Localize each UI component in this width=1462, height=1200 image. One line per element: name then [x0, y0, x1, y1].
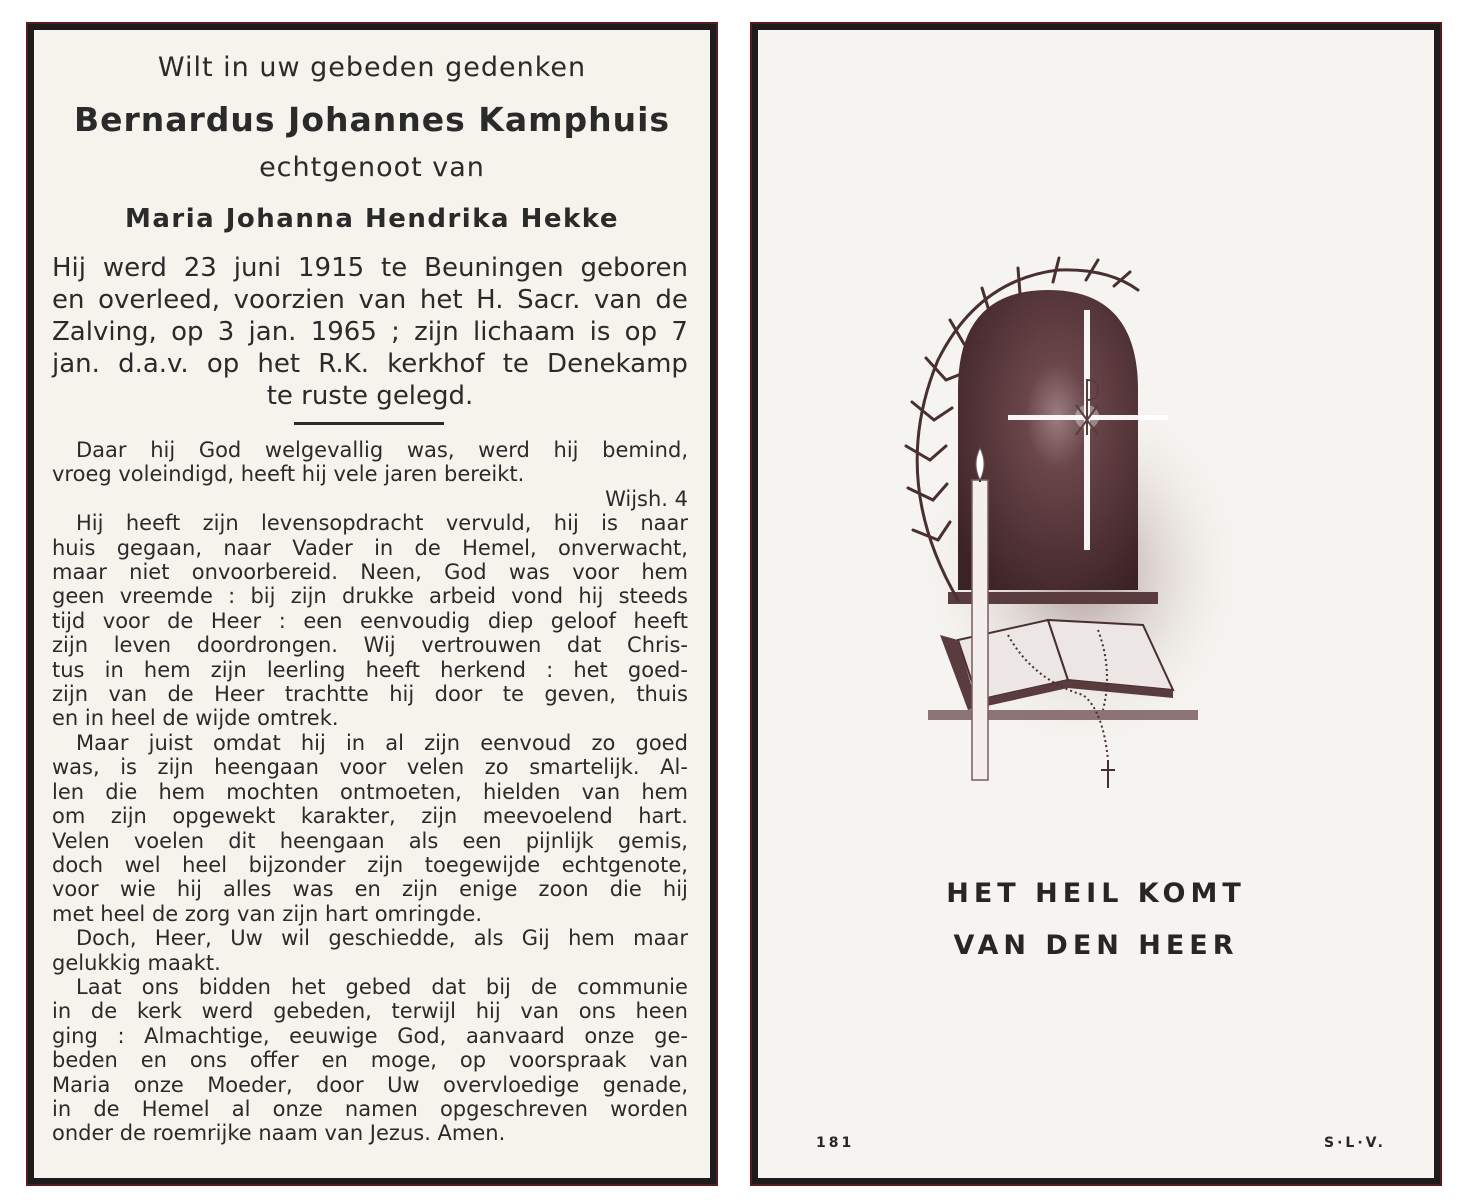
eulogy-word: hart.: [638, 804, 688, 829]
bio-word: de: [655, 285, 688, 315]
eulogy-word: dit: [228, 828, 256, 853]
eulogy-word: hij: [553, 438, 579, 462]
card-paper-right: [758, 30, 1434, 1178]
motto-line-1: HET HEIL KOMT: [946, 878, 1246, 909]
eulogy-word: Doch,: [76, 926, 137, 951]
bio-word: werd: [102, 253, 167, 283]
bio-word: voorzien: [233, 285, 345, 315]
eulogy-word: hem: [641, 560, 688, 585]
eulogy-word: God,: [397, 1023, 447, 1048]
bio-word: d.a.v.: [118, 349, 189, 379]
eulogy-word: leerling: [266, 657, 346, 682]
eulogy-word: de: [167, 608, 194, 633]
eulogy-word: geen: [52, 584, 105, 609]
eulogy-word: geloof: [550, 608, 616, 633]
eulogy-line: [52, 829, 688, 853]
eulogy-word: gemis,: [617, 828, 688, 853]
eulogy-word: zijn: [290, 584, 327, 609]
eulogy-word: onverwacht,: [558, 535, 688, 560]
eulogy-line: [52, 1073, 688, 1097]
eulogy-word: Hemel,: [462, 535, 537, 560]
eulogy-word: eenvoudig: [360, 608, 471, 633]
bio-word: op: [206, 349, 240, 379]
eulogy-word: en: [354, 877, 381, 902]
eulogy-word: onze: [584, 1023, 635, 1048]
eulogy-word: in: [104, 657, 124, 682]
bio-word: is: [589, 317, 611, 347]
eulogy-word: met heel de zorg van zijn hart omringde.: [52, 901, 483, 926]
eulogy-word: de: [93, 1096, 120, 1121]
eulogy-line: [52, 633, 688, 657]
eulogy-line: [52, 1024, 688, 1048]
bio-word: 3: [217, 317, 235, 347]
eulogy-word: zijn: [157, 755, 194, 780]
eulogy-word: Vader: [292, 535, 353, 560]
eulogy-word: ons: [578, 999, 616, 1024]
eulogy-word: diep: [487, 608, 534, 633]
eulogy-word: herkend: [440, 657, 526, 682]
bio-line: [52, 284, 688, 316]
eulogy-line: [52, 804, 688, 828]
bio-word: op: [171, 317, 204, 347]
eulogy-word: ging: [52, 1023, 98, 1048]
printer-mark: S·L·V.: [1324, 1135, 1386, 1151]
eulogy-line: [52, 780, 688, 804]
eulogy-word: wie: [119, 877, 156, 902]
eulogy-word: hij: [150, 438, 176, 462]
eulogy-word: voor: [52, 877, 99, 902]
card-paper-left: [34, 30, 710, 1178]
bio-word: kerkhof: [387, 349, 485, 379]
eulogy-word: Almachtige,: [144, 1023, 270, 1048]
eulogy-word: zijn: [424, 730, 461, 755]
eulogy-word: was,: [406, 438, 455, 462]
eulogy-word: thuis: [636, 682, 688, 707]
eulogy-word: een: [462, 828, 502, 853]
eulogy-word: tus: [52, 657, 85, 682]
eulogy-word: hij: [300, 730, 326, 755]
eulogy-word: geven,: [544, 682, 616, 707]
bio-line: [52, 252, 688, 284]
eulogy-word: genade,: [602, 1072, 688, 1097]
eulogy-word: werd: [201, 999, 254, 1024]
biography-paragraph: [52, 252, 688, 412]
eulogy-word: Daar: [76, 438, 127, 462]
eulogy-word: hij: [662, 877, 688, 902]
spouse-label: echtgenoot van: [259, 152, 485, 183]
bio-word: juni: [233, 253, 282, 283]
eulogy-word: Moeder,: [207, 1072, 293, 1097]
eulogy-word: hem: [568, 926, 615, 951]
eulogy-word: hem: [641, 779, 688, 804]
eulogy-line: [52, 1048, 688, 1072]
eulogy-word: arbeid: [429, 584, 496, 609]
eulogy-word: hij: [553, 511, 579, 536]
eulogy-word: vreemde: [119, 584, 213, 609]
eulogy-word: opgeschreven: [439, 1096, 588, 1121]
bio-word: te: [502, 349, 529, 379]
eulogy-word: Maria: [52, 1072, 111, 1097]
devotional-illustration: [898, 240, 1238, 800]
bio-word: Zalving,: [52, 317, 157, 347]
eulogy-word: aanvaard: [465, 1023, 565, 1048]
bio-word: Hij: [52, 253, 86, 283]
eulogy-word: :: [278, 608, 286, 633]
eulogy-word: die: [105, 779, 138, 804]
eulogy-word: eeuwige: [289, 1023, 378, 1048]
bio-word: H.: [476, 285, 504, 315]
bio-word: zijn: [414, 317, 459, 347]
eulogy-word: van: [581, 779, 621, 804]
eulogy-line: [52, 926, 688, 950]
bio-word: het: [419, 285, 463, 315]
eulogy-line: [52, 755, 688, 779]
eulogy-word: Gij: [521, 926, 550, 951]
eulogy-word: Heer,: [154, 926, 212, 951]
eulogy-word: onder de roemrijke naam van Jezus. Amen.: [52, 1121, 506, 1146]
eulogy-word: steeds: [618, 584, 688, 609]
eulogy-word: gegaan,: [116, 535, 203, 560]
bio-word: te ruste gelegd.: [266, 381, 474, 411]
bio-word: jan.: [248, 317, 297, 347]
eulogy-word: gelukkig maakt.: [52, 950, 221, 975]
eulogy-word: moge,: [370, 1048, 437, 1073]
eulogy-word: welgevallig: [264, 438, 384, 462]
eulogy-word: onvoorbereid.: [191, 560, 338, 585]
eulogy-line: [52, 877, 688, 901]
eulogy-word: juist: [148, 730, 193, 755]
eulogy-word: ons: [141, 974, 179, 999]
eulogy-word: Laat: [76, 974, 122, 999]
eulogy-word: voorspraak: [508, 1048, 627, 1073]
eulogy-word: offer: [249, 1048, 299, 1073]
eulogy-word: alles: [223, 877, 272, 902]
eulogy-word: heeft: [365, 657, 421, 682]
eulogy-line: [52, 853, 688, 877]
eulogy-line: [52, 609, 688, 633]
eulogy-line: [52, 975, 688, 999]
eulogy-word: gebeden,: [273, 999, 372, 1024]
eulogy-word: in: [374, 535, 394, 560]
eulogy-word: Uw: [387, 1072, 420, 1097]
eulogy-word: het: [290, 974, 326, 999]
eulogy-line: [52, 902, 688, 926]
eulogy-word: karakter,: [300, 804, 396, 829]
eulogy-word: ontmoeten,: [340, 779, 462, 804]
eulogy-word: hij: [475, 999, 501, 1024]
eulogy-word: Uw: [230, 926, 263, 951]
bio-word: R.K.: [318, 349, 369, 379]
eulogy-word: wel: [124, 852, 161, 877]
eulogy-word: maar: [52, 560, 107, 585]
eulogy-word: ge-: [654, 1023, 688, 1048]
bio-word: ;: [391, 317, 400, 347]
motto-line-2: VAN DEN HEER: [953, 930, 1239, 961]
eulogy-word: heel: [182, 852, 228, 877]
eulogy-word: Al-: [660, 755, 688, 780]
eulogy-word: is: [120, 755, 137, 780]
bio-word: jan.: [52, 349, 100, 379]
eulogy-word: gebed: [345, 974, 412, 999]
eulogy-word: enige: [459, 877, 518, 902]
eulogy-word: Wijsh. 4: [605, 486, 688, 511]
eulogy-line: [52, 438, 688, 462]
eulogy-line: [52, 731, 688, 755]
eulogy-word: bidden: [198, 974, 271, 999]
bio-line: [52, 316, 688, 348]
eulogy-word: tijd: [52, 608, 86, 633]
eulogy-word: en in heel de wijde omtrek.: [52, 706, 339, 731]
eulogy-word: heeft: [125, 511, 181, 536]
eulogy-line: [52, 462, 688, 486]
bio-word: Sacr.: [517, 285, 581, 315]
eulogy-line: [52, 1121, 688, 1145]
eulogy-word: heengaan: [279, 828, 385, 853]
eulogy-word: heengaan: [214, 755, 319, 780]
eulogy-word: van: [649, 1048, 688, 1073]
eulogy-word: Heer: [214, 682, 265, 707]
eulogy-word: God: [444, 560, 487, 585]
bio-word: geboren: [580, 253, 688, 283]
eulogy-word: het: [573, 657, 608, 682]
deceased-name: Bernardus Johannes Kamphuis: [73, 100, 671, 139]
eulogy-word: doordrongen.: [196, 633, 338, 658]
eulogy-word: te: [502, 682, 524, 707]
eulogy-word: voor: [339, 755, 387, 780]
print-number: 181: [816, 1135, 855, 1151]
eulogy-word: door: [316, 1072, 364, 1097]
eulogy-word: omdat: [212, 730, 281, 755]
eulogy-word: levensopdracht: [261, 511, 424, 536]
eulogy-word: hem: [158, 779, 206, 804]
eulogy-word: dat: [431, 974, 466, 999]
eulogy-word: in: [52, 999, 72, 1024]
eulogy-word: was: [508, 560, 550, 585]
rosary-cross-icon: [1101, 760, 1115, 788]
memorial-card-text-side: [26, 22, 718, 1186]
eulogy-word: zijn: [52, 633, 89, 658]
eulogy-word: :: [117, 1023, 125, 1048]
eulogy-word: al: [231, 1096, 251, 1121]
eulogy-word: een: [303, 608, 343, 633]
eulogy-word: de: [90, 999, 118, 1024]
eulogy-word: vervuld,: [445, 511, 532, 536]
eulogy-word: hij: [578, 584, 604, 609]
eulogy-word: vertrouwen: [421, 633, 542, 658]
bio-word: van: [358, 285, 407, 315]
eulogy-word: onze: [133, 1072, 184, 1097]
eulogy-word: terwijl: [391, 999, 456, 1024]
eulogy-word: naar: [223, 535, 271, 560]
bio-word: Denekamp: [547, 349, 688, 379]
eulogy-line: [52, 951, 688, 975]
bio-line: [52, 380, 688, 412]
eulogy-word: eenvoud: [480, 730, 572, 755]
eulogy-word: drukke: [341, 584, 414, 609]
eulogy-word: hij: [176, 877, 202, 902]
eulogy-word: voor: [572, 560, 619, 585]
eulogy-word: bij: [250, 584, 276, 609]
eulogy-word: beden: [52, 1048, 118, 1073]
eulogy-word: echtgenote,: [561, 852, 688, 877]
eulogy-word: in: [345, 730, 366, 755]
eulogy-word: niet: [129, 560, 170, 585]
eulogy-word: was: [292, 877, 334, 902]
eulogy-word: zijn: [52, 682, 89, 707]
eulogy-word: smartelijk.: [529, 755, 640, 780]
spouse-name: Maria Johanna Hendrika Hekke: [124, 204, 619, 234]
eulogy-word: zo: [591, 730, 616, 755]
eulogy-line: [52, 682, 688, 706]
eulogy-word: bij: [485, 974, 511, 999]
table-edge: [928, 710, 1198, 720]
eulogy-word: God: [198, 438, 242, 462]
eulogy-word: bijzonder: [248, 852, 346, 877]
eulogy-word: goed-: [627, 657, 688, 682]
eulogy-line: [52, 511, 688, 535]
eulogy-word: zijn: [367, 852, 404, 877]
eulogy-word: op: [459, 1048, 487, 1073]
eulogy-line: [52, 999, 688, 1023]
eulogy-word: toegewijde: [424, 852, 541, 877]
eulogy-word: len: [52, 779, 85, 804]
eulogy-word: Maar: [76, 730, 129, 755]
eulogy-word: Heer: [210, 608, 262, 633]
eulogy-word: vroeg voleindigd, heeft hij vele jaren bereikt.: [52, 462, 525, 487]
eulogy-word: werd: [478, 438, 530, 462]
eulogy-word: van: [520, 999, 559, 1024]
eulogy-word: Chris-: [627, 633, 688, 658]
eulogy-word: was,: [52, 755, 100, 780]
candle-icon: [972, 448, 988, 780]
eulogy-word: worden: [610, 1096, 688, 1121]
eulogy-word: Neen,: [360, 560, 422, 585]
eulogy-word: om: [52, 804, 86, 829]
eulogy-line: [52, 560, 688, 584]
bio-word: 7: [671, 317, 688, 347]
eulogy-word: leven: [113, 633, 172, 658]
eulogy-line: [52, 658, 688, 682]
eulogy-word: door: [434, 682, 483, 707]
eulogy-word: ons: [189, 1048, 227, 1073]
eulogy-word: en: [140, 1048, 167, 1073]
bio-word: te: [381, 253, 408, 283]
eulogy-word: de: [530, 974, 558, 999]
eulogy-line: [52, 1097, 688, 1121]
bio-word: lichaam: [472, 317, 576, 347]
eulogy-word: als: [408, 828, 439, 853]
memorial-card-image-side: [750, 22, 1442, 1186]
bio-word: het: [257, 349, 301, 379]
bio-word: van: [594, 285, 642, 315]
eulogy-word: heeft: [633, 608, 688, 633]
eulogy-word: voor: [102, 608, 150, 633]
eulogy-word: goed: [635, 730, 688, 755]
eulogy-word: is: [601, 511, 618, 536]
eulogy-word: wil: [281, 926, 310, 951]
eulogy-word: zijn: [421, 804, 458, 829]
eulogy-word: trachtte: [284, 682, 369, 707]
eulogy-word: vond: [511, 584, 564, 609]
eulogy-word: maar: [633, 926, 688, 951]
eulogy-word: hielden: [482, 779, 561, 804]
eulogy-word: Wij: [363, 633, 396, 658]
eulogy-line: [52, 706, 688, 730]
eulogy-word: als: [473, 926, 504, 951]
bio-line: [52, 348, 688, 380]
eulogy-word: overvloedige: [442, 1072, 580, 1097]
bio-word: overleed,: [98, 285, 221, 315]
bio-word: 1965: [310, 317, 377, 347]
eulogy-line: [52, 536, 688, 560]
eulogy-line: [52, 487, 688, 511]
bio-word: Beuningen: [424, 253, 564, 283]
bio-word: 1915: [298, 253, 365, 283]
eulogy-word: huis: [52, 535, 96, 560]
eulogy-word: en: [321, 1048, 348, 1073]
eulogy-word: hij: [389, 682, 415, 707]
eulogy-word: zo: [484, 755, 509, 780]
eulogy-word: naar: [640, 511, 688, 536]
eulogy-word: Hij: [76, 511, 104, 536]
eulogy-word: meevoelend: [482, 804, 613, 829]
eulogy-word: Velen: [52, 828, 110, 853]
eulogy-word: pijnlijk: [525, 828, 594, 853]
divider-rule: [294, 422, 444, 425]
eulogy-word: Hemel: [141, 1096, 210, 1121]
eulogy-word: in: [52, 1096, 72, 1121]
eulogy-word: bemind,: [602, 438, 688, 462]
eulogy-word: zijn: [110, 804, 147, 829]
eulogy-word: :: [228, 584, 236, 609]
bio-word: en: [52, 285, 85, 315]
eulogy-word: namen: [344, 1096, 418, 1121]
intro-line: Wilt in uw gebeden gedenken: [157, 52, 587, 83]
eulogy-word: zijn: [401, 877, 438, 902]
eulogy-word: de: [414, 535, 441, 560]
eulogy-word: al: [385, 730, 404, 755]
eulogy-word: opgewekt: [172, 804, 276, 829]
eulogy-word: van: [108, 682, 148, 707]
eulogy-word: dat: [566, 633, 602, 658]
eulogy-word: die: [609, 877, 642, 902]
eulogy-word: de: [167, 682, 194, 707]
eulogy-text: [52, 438, 688, 1146]
eulogy-word: zijn: [202, 511, 239, 536]
eulogy-word: geschiedde,: [328, 926, 456, 951]
eulogy-word: communie: [577, 974, 688, 999]
eulogy-word: onze: [272, 1096, 323, 1121]
eulogy-line: [52, 584, 688, 608]
eulogy-word: voelen: [133, 828, 205, 853]
eulogy-word: velen: [406, 755, 465, 780]
bio-word: op: [624, 317, 658, 347]
eulogy-word: zoon: [538, 877, 589, 902]
bio-word: 23: [183, 253, 217, 283]
eulogy-word: heen: [635, 999, 688, 1024]
eulogy-word: :: [546, 657, 554, 682]
eulogy-word: doch: [52, 852, 104, 877]
eulogy-word: kerk: [136, 999, 182, 1024]
eulogy-word: hem: [143, 657, 191, 682]
eulogy-word: zijn: [210, 657, 247, 682]
eulogy-word: mochten: [226, 779, 319, 804]
